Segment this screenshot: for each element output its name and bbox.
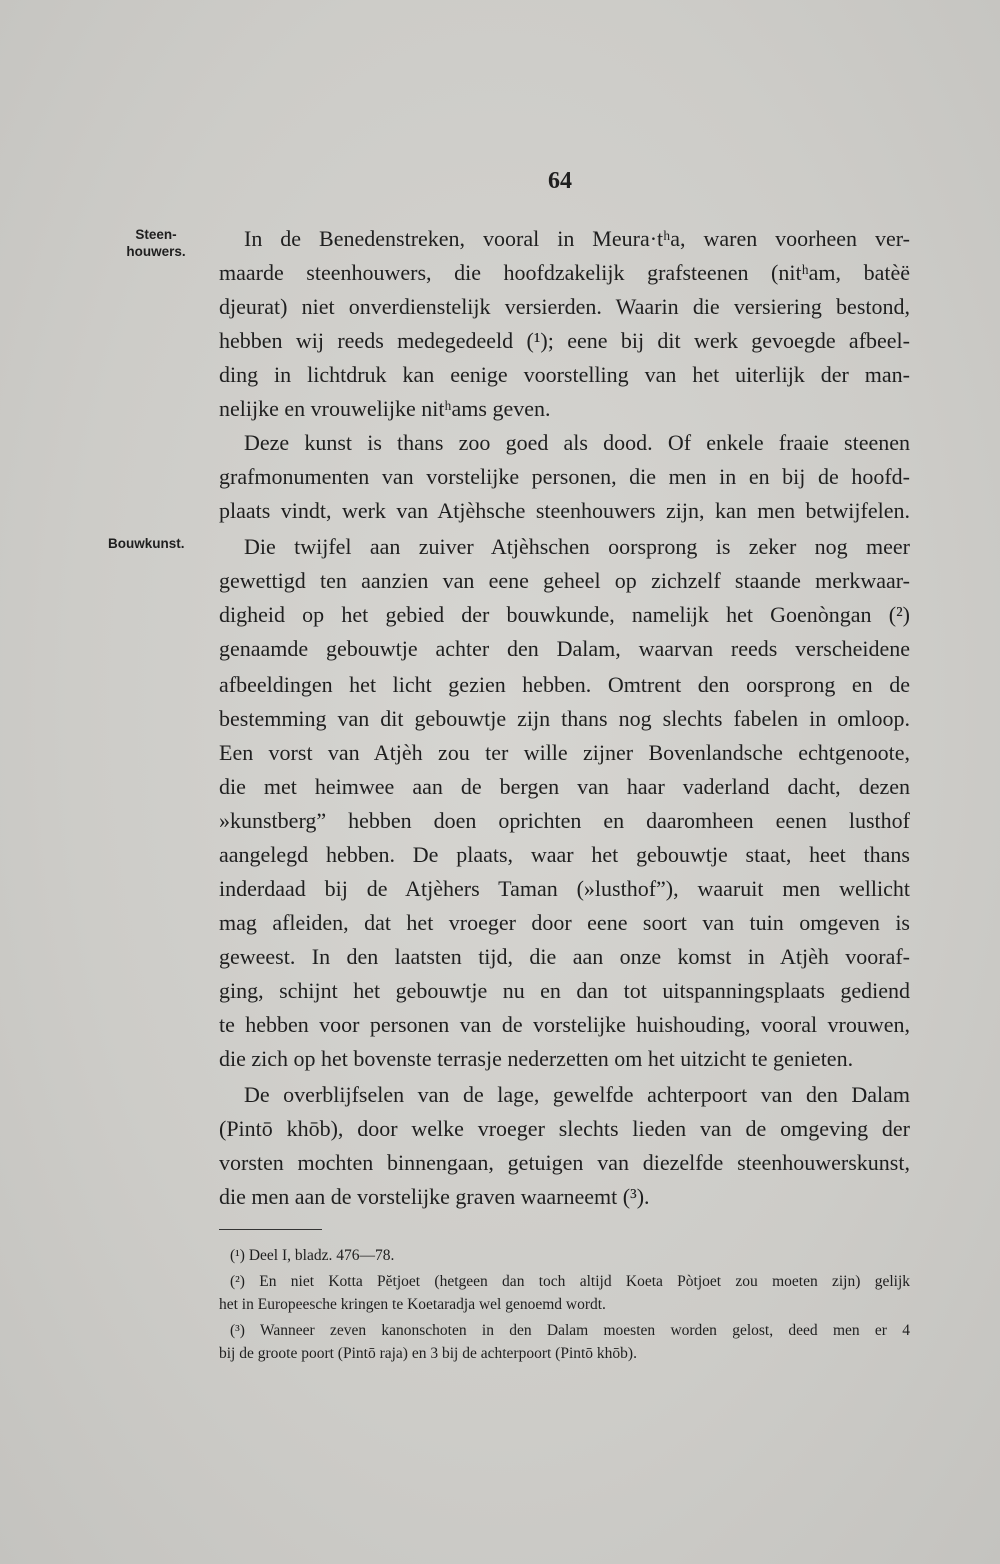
body-line: die zich op het bovenste terrasje nederzetten om het uitzicht te genieten. (219, 1046, 854, 1071)
footnote-rule (219, 1229, 322, 1230)
body-line: nelijke en vrouwelijke nitʰams geven. (219, 396, 551, 421)
body-line: Deze kunst is thans zoo goed als dood. Of enkele fraaie steenen (244, 430, 910, 455)
body-line: afbeeldingen het licht gezien hebben. Omtrent den oorsprong en de (219, 672, 910, 697)
body-line: Een vorst van Atjèh zou ter wille zijner Bovenlandsche echtgenoote, (219, 740, 910, 765)
body-line: geweest. In den laatsten tijd, die aan onze komst in Atjèh vooraf- (219, 944, 910, 969)
body-line: digheid op het gebied der bouwkunde, namelijk het Goenòngan (²) (219, 602, 910, 627)
body-line: ding in lichtdruk kan eenige voorstelling van het uiterlijk der man- (219, 362, 910, 387)
body-line: mag afleiden, dat het vroeger door eene soort van tuin omgeven is (219, 910, 910, 935)
body-line: De overblijfselen van de lage, gewelfde achterpoort van den Dalam (244, 1082, 910, 1107)
body-line: maarde steenhouwers, die hoofdzakelijk grafsteenen (nitʰam, batèë (219, 260, 910, 285)
footnote-line: (¹) Deel I, bladz. 476—78. (230, 1247, 395, 1264)
body-line: hebben wij reeds medegedeeld (¹); eene bij dit werk gevoegde afbeel- (219, 328, 910, 353)
footnote-line: (²) En niet Kotta Pĕtjoet (hetgeen dan toch altijd Koeta Pòtjoet zou moeten zijn) gelijk (230, 1273, 910, 1290)
body-line: ging, schijnt het gebouwtje nu en dan tot uitspanningsplaats gediend (219, 978, 910, 1003)
margin-note-steenhouwers: Steen-houwers. (126, 227, 186, 259)
body-line: »kunstberg” hebben doen oprichten en daaromheen eenen lusthof (219, 808, 910, 833)
body-line: grafmonumenten van vorstelijke personen, die men in en bij de hoofd- (219, 464, 910, 489)
body-line: die men aan de vorstelijke graven waarneemt (³). (219, 1184, 650, 1209)
body-line: aangelegd hebben. De plaats, waar het gebouwtje staat, heet thans (219, 842, 910, 867)
body-line: te hebben voor personen van de vorstelijke huishouding, vooral vrouwen, (219, 1012, 910, 1037)
footnote-line: bij de groote poort (Pintō raja) en 3 bij de achterpoort (Pintō khōb). (219, 1345, 637, 1362)
body-line: inderdaad bij de Atjèhers Taman (»lusthof”), waaruit men wellicht (219, 876, 910, 901)
body-line: Die twijfel aan zuiver Atjèhschen oorsprong is zeker nog meer (244, 534, 910, 559)
body-line: bestemming van dit gebouwtje zijn thans nog slechts fabelen in omloop. (219, 706, 910, 731)
body-line: gewettigd ten aanzien van eene geheel op zichzelf staande merkwaar- (219, 568, 910, 593)
body-line: die met heimwee aan de bergen van haar vaderland dacht, dezen (219, 774, 910, 799)
page-number: 64 (548, 168, 572, 194)
body-line: genaamde gebouwtje achter den Dalam, waarvan reeds verscheidene (219, 636, 910, 661)
margin-note-bouwkunst: Bouwkunst. (108, 536, 185, 551)
body-line: In de Benedenstreken, vooral in Meura·tʰa, waren voorheen ver- (244, 226, 910, 251)
body-line: (Pintō khōb), door welke vroeger slechts lieden van de omgeving der (219, 1116, 910, 1141)
footnote-line: (³) Wanneer zeven kanonschoten in den Dalam moesten worden gelost, deed men er 4 (230, 1322, 910, 1339)
body-line: plaats vindt, werk van Atjèhsche steenhouwers zijn, kan men betwijfelen. (219, 498, 910, 523)
body-line: djeurat) niet onverdienstelijk versierden. Waarin die versiering bestond, (219, 294, 910, 319)
body-line: vorsten mochten binnengaan, getuigen van diezelfde steenhouwerskunst, (219, 1150, 910, 1175)
footnote-line: het in Europeesche kringen te Koetaradja wel genoemd wordt. (219, 1296, 606, 1313)
